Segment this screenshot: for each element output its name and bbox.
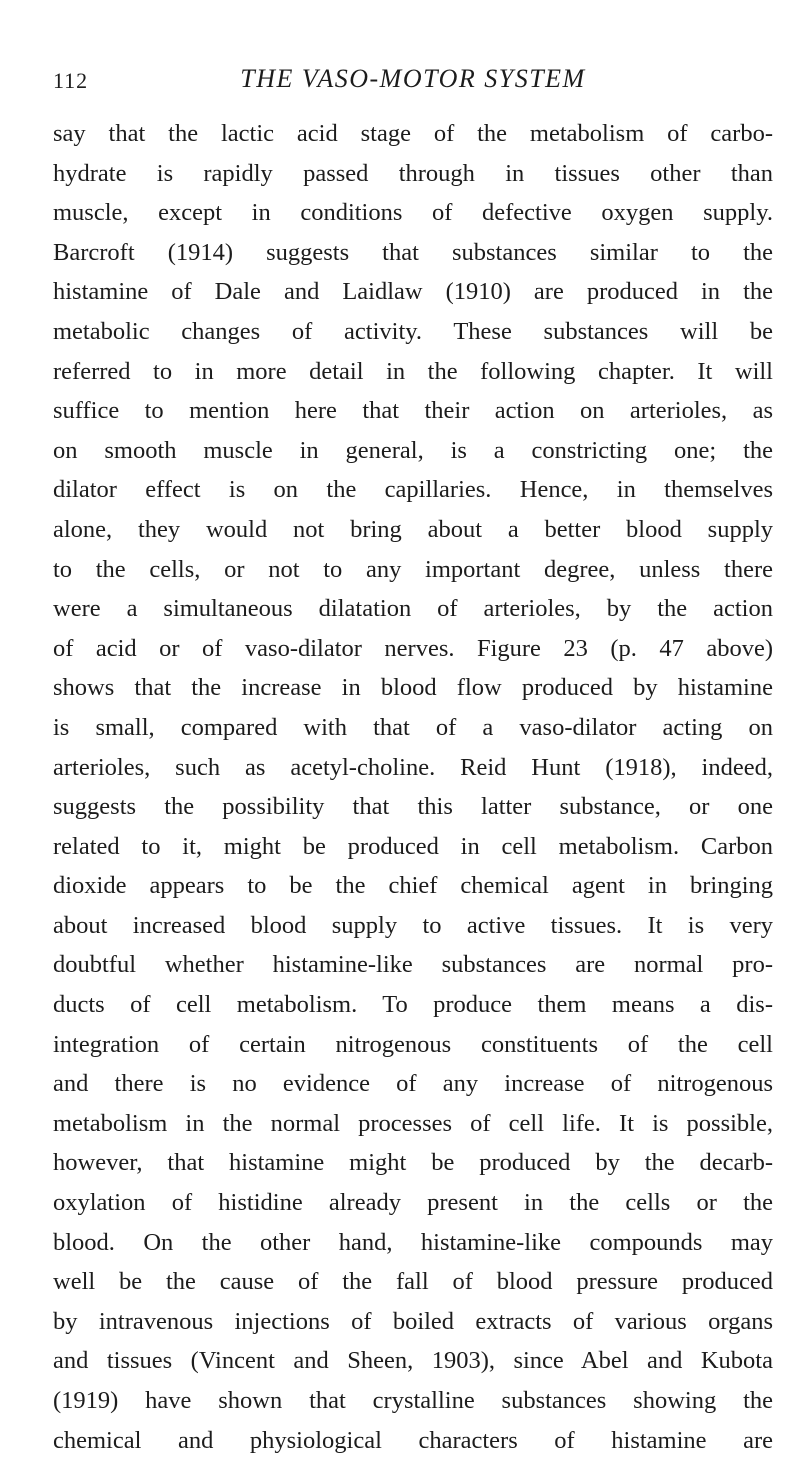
text-line: say that the lactic acid stage of the metabolism of carbo- [53, 120, 773, 147]
text-line: to the cells, or not to any important degree, unless there [53, 555, 773, 583]
running-title: THE VASO-MOTOR SYSTEM [240, 64, 586, 93]
text-line: blood. On the other hand, histamine-like compounds may [53, 1228, 773, 1256]
text-line: (1919) have shown that crystalline substances showing the [53, 1387, 773, 1414]
text-line: related to it, might be produced in cell metabolism. Carbon [53, 832, 773, 860]
text-line: on smooth muscle in general, is a constricting one; the [53, 436, 773, 464]
text-line: however, that histamine might be produced by the decarb- [53, 1149, 773, 1177]
text-line: ducts of cell metabolism. To produce them means a dis- [53, 991, 773, 1019]
text-line: were a simultaneous dilatation of arterioles, by the action [53, 595, 773, 623]
text-line: doubtful whether histamine-like substances are normal pro- [53, 951, 773, 979]
text-line: of acid or of vaso-dilator nerves. Figure 23 (p. 47 above) [53, 634, 773, 662]
page-header [53, 64, 773, 100]
text-line: suggests the possibility that this latter substance, or one [53, 793, 773, 821]
text-line: Barcroft (1914) suggests that substances similar to the [53, 238, 773, 266]
page-number: 112 [53, 68, 89, 93]
text-line: by intravenous injections of boiled extracts of various organs [53, 1307, 773, 1335]
text-line: chemical and physiological characters of histamine are [53, 1426, 773, 1454]
text-line: integration of certain nitrogenous constituents of the cell [53, 1030, 773, 1058]
text-line: suffice to mention here that their action on arterioles, as [53, 397, 773, 425]
text-line: alone, they would not bring about a better blood supply [53, 515, 773, 543]
text-line: histamine of Dale and Laidlaw (1910) are produced in the [53, 278, 773, 306]
text-line: oxylation of histidine already present in the cells or the [53, 1189, 773, 1217]
text-line: is small, compared with that of a vaso-dilator acting on [53, 713, 773, 741]
text-line: dioxide appears to be the chief chemical agent in bringing [53, 872, 773, 900]
body-text [53, 114, 773, 1460]
text-line: metabolism in the normal processes of cell life. It is possible, [53, 1109, 773, 1137]
text-line: dilator effect is on the capillaries. Hence, in themselves [53, 476, 773, 504]
text-line: hydrate is rapidly passed through in tissues other than [53, 159, 773, 187]
text-line: about increased blood supply to active tissues. It is very [53, 911, 773, 939]
text-line: and there is no evidence of any increase of nitrogenous [53, 1070, 773, 1098]
text-line: referred to in more detail in the following chapter. It will [53, 357, 773, 385]
text-line: arterioles, such as acetyl-choline. Reid Hunt (1918), indeed, [53, 753, 773, 781]
text-line: metabolic changes of activity. These substances will be [53, 317, 773, 345]
text-line: and tissues (Vincent and Sheen, 1903), since Abel and Kubota [53, 1347, 773, 1375]
text-line: well be the cause of the fall of blood pressure produced [53, 1268, 773, 1296]
text-line: muscle, except in conditions of defective oxygen supply. [53, 199, 773, 227]
text-line: shows that the increase in blood flow produced by histamine [53, 674, 773, 702]
